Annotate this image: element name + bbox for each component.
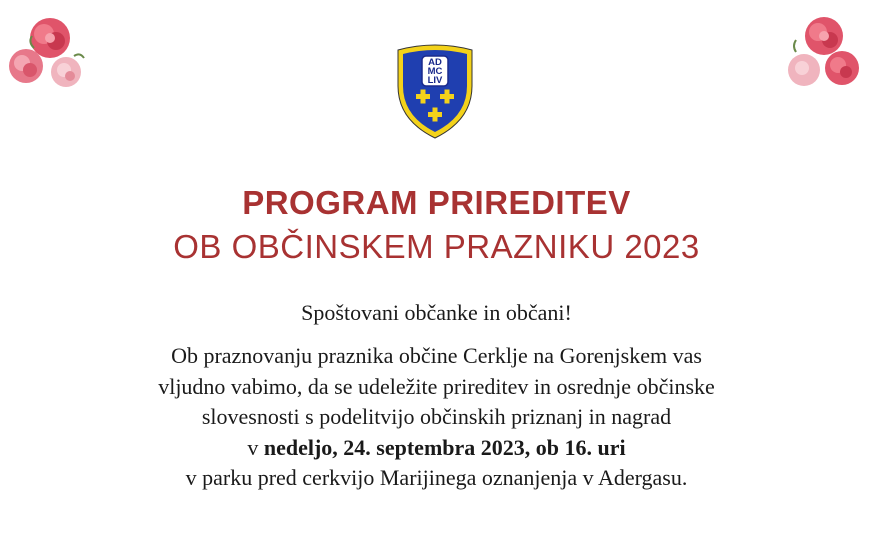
crest-motto-line2: MC: [427, 66, 443, 77]
carnation-flowers-left-icon: [4, 8, 96, 100]
invitation-line-1: Ob praznovanju praznika občine Cerklje na Gorenjskem vas: [171, 343, 702, 368]
event-date: nedeljo, 24. septembra 2023, ob 16. uri: [263, 434, 626, 460]
invitation-line-4: [0, 433, 873, 464]
date-prefix: v: [247, 434, 264, 460]
page-subtitle: OB OBČINSKEM PRAZNIKU 2023: [173, 228, 700, 265]
crest-motto-line1: AD: [428, 57, 442, 68]
invitation-line-5: v parku pred cerkvijo Marijinega oznanjenja v Adergasu.: [185, 465, 688, 490]
page-title: PROGRAM PRIREDITEV: [242, 184, 631, 221]
invitation-line-3: slovesnosti s podelitvijo občinskih priznanj in nagrad: [201, 404, 672, 429]
greeting-text: Spoštovani občanke in občani!: [301, 300, 572, 325]
crest-motto-line3: LIV: [427, 75, 443, 86]
invitation-line-2: vljudno vabimo, da se udeležite prireditev in osrednje občinske: [158, 373, 715, 399]
municipal-coat-of-arms-icon: [394, 42, 476, 140]
carnation-flowers-right-icon: [778, 8, 870, 100]
invitation-body: [0, 341, 873, 494]
